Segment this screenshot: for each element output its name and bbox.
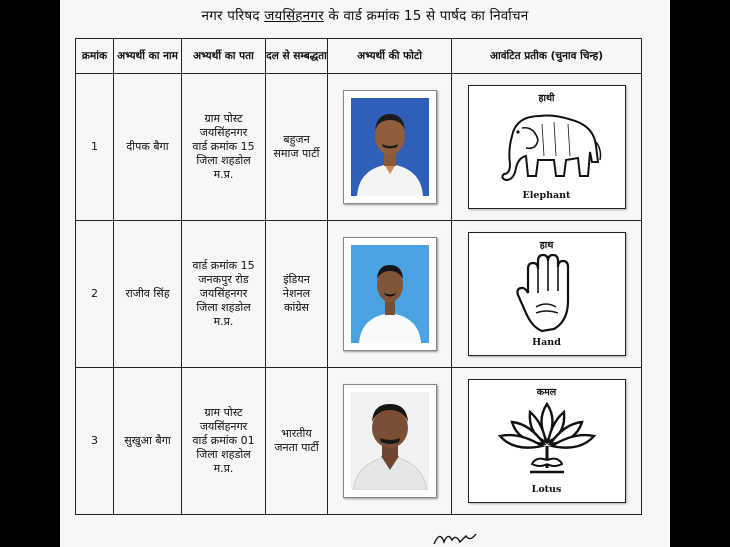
- symbol-name-en: Hand: [532, 337, 561, 348]
- cell-sno: 2: [76, 221, 114, 368]
- symbol-name-hi: कमल: [536, 387, 557, 398]
- cell-name: सुखुआ बैगा: [114, 368, 182, 515]
- cell-sno: 1: [76, 74, 114, 221]
- cell-party: इंडियन नेशनल कांग्रेस: [266, 221, 328, 368]
- cell-symbol: [452, 221, 642, 368]
- symbol-name-hi: हाथी: [538, 93, 555, 104]
- candidates-table: [75, 38, 642, 515]
- cell-name: राजीव सिंह: [114, 221, 182, 368]
- symbol-name-en: Elephant: [522, 190, 571, 201]
- title-prefix: नगर परिषद: [201, 8, 265, 24]
- cell-symbol: [452, 74, 642, 221]
- candidate-photo: [343, 237, 437, 351]
- hand-icon: [512, 251, 582, 335]
- cell-sno: 3: [76, 368, 114, 515]
- page-title: [60, 6, 670, 24]
- symbol-box: [468, 85, 626, 209]
- lotus-icon: [492, 398, 602, 482]
- cell-symbol: [452, 368, 642, 515]
- candidate-photo: [343, 384, 437, 498]
- table-row: [76, 74, 642, 221]
- candidate-portrait-icon: [351, 392, 429, 490]
- cell-party: बहुजन समाज पार्टी: [266, 74, 328, 221]
- table-row: [76, 368, 642, 515]
- cell-party: भारतीय जनता पार्टी: [266, 368, 328, 515]
- header-sno: क्रमांक: [76, 39, 114, 74]
- symbol-name-en: Lotus: [531, 484, 562, 495]
- cell-address: वार्ड क्रमांक 15 जनकपुर रोड जयसिंहनगर जिला शहडोल म.प्र.: [182, 221, 266, 368]
- title-suffix: के वार्ड क्रमांक 15 से पार्षद का निर्वाचन: [323, 8, 529, 24]
- header-photo: अभ्यर्थी की फोटो: [328, 39, 452, 74]
- document-page: [60, 0, 670, 547]
- symbol-box: [468, 379, 626, 503]
- cell-photo: [328, 221, 452, 368]
- title-place: जयसिंहनगर: [264, 8, 324, 24]
- table-row: [76, 221, 642, 368]
- header-party: दल से सम्बद्धता: [266, 39, 328, 74]
- cell-photo: [328, 368, 452, 515]
- cell-photo: [328, 74, 452, 221]
- table-header-row: [76, 39, 642, 74]
- header-address: अभ्यर्थी का पता: [182, 39, 266, 74]
- candidate-portrait-icon: [351, 245, 429, 343]
- elephant-icon: [482, 106, 612, 186]
- candidate-photo: [343, 90, 437, 204]
- symbol-box: [468, 232, 626, 356]
- header-symbol: आवंटित प्रतीक (चुनाव चिन्ह): [452, 39, 642, 74]
- candidate-portrait-icon: [351, 98, 429, 196]
- cell-name: दीपक बैगा: [114, 74, 182, 221]
- cell-address: ग्राम पोस्ट जयसिंहनगर वार्ड क्रमांक 15 जिला शहडोल म.प्र.: [182, 74, 266, 221]
- cell-address: ग्राम पोस्ट जयसिंहनगर वार्ड क्रमांक 01 जिला शहडोल म.प्र.: [182, 368, 266, 515]
- symbol-name-hi: हाथ: [539, 240, 554, 251]
- signature-icon: [430, 528, 490, 547]
- header-name: अभ्यर्थी का नाम: [114, 39, 182, 74]
